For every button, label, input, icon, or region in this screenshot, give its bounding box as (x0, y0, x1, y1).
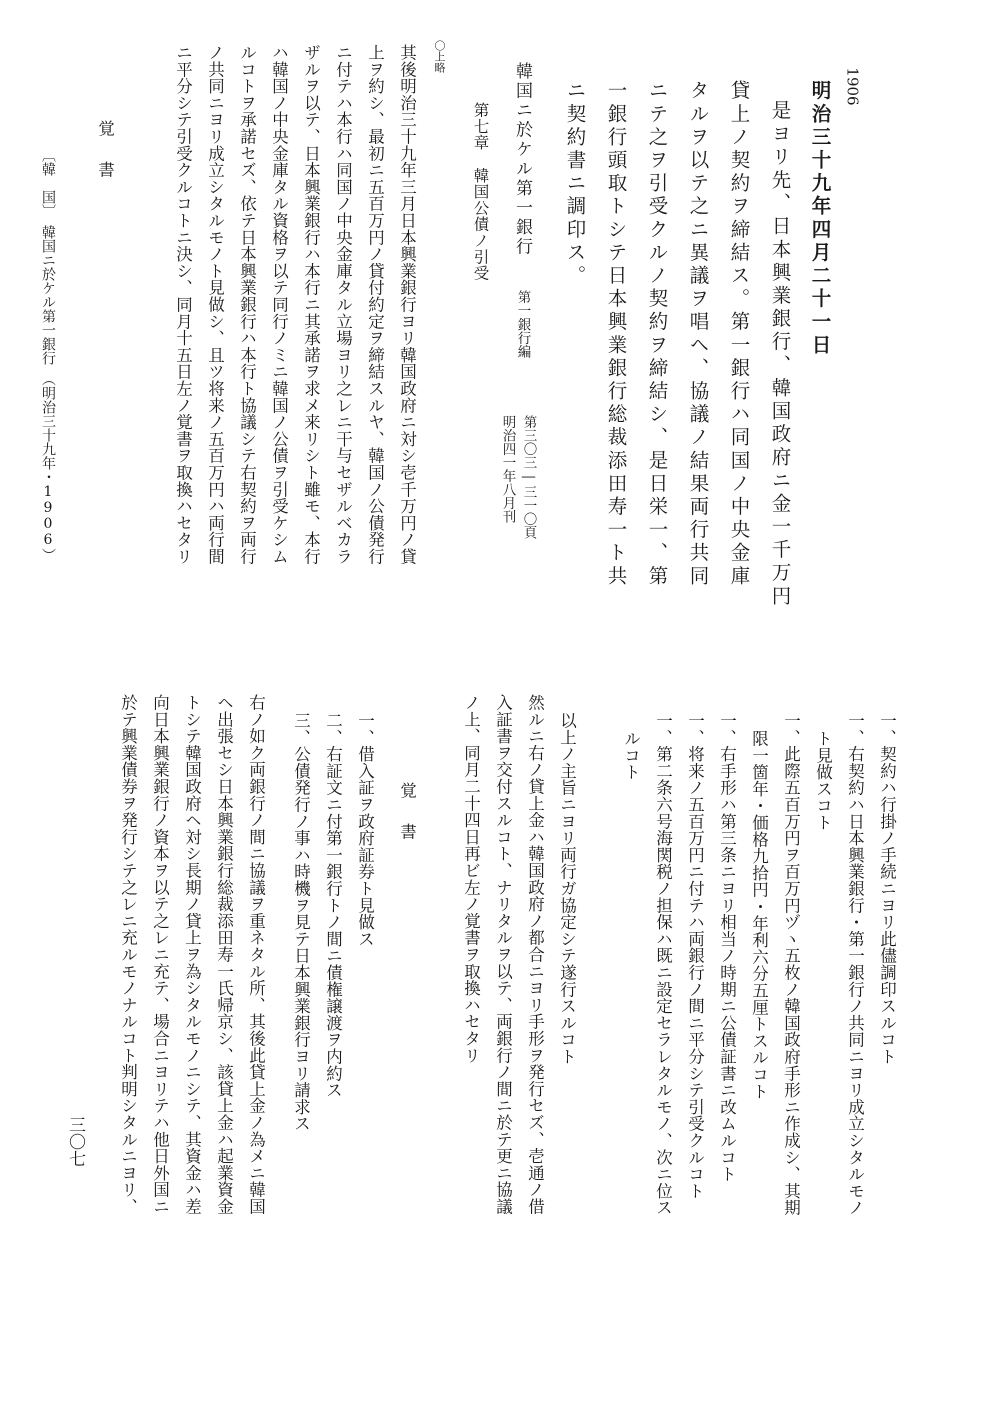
entry-paragraph-line: ニテ之ヲ引受クルノ契約ヲ締結シ、是日栄一、第 (645, 80, 669, 589)
clause-line: 一、右手形ハ第三条ニヨリ相当ノ時期ニ公債証書ニ改ムルコト (717, 712, 737, 1183)
source-part: 第一銀行編 (514, 290, 531, 359)
clause-line: ルコト (621, 730, 641, 781)
body-line: 右ノ如ク両銀行ノ間ニ協議ヲ重ネタル所、其後此貸上金ノ為メニ韓国 (246, 694, 266, 1215)
running-header: 〔韓 国〕 韓国ニ於ケル第一銀行 （明治三十九年・1906） (40, 148, 56, 562)
entry-paragraph-line: タルヲ以テ之ニ異議ヲ唱ヘ、協議ノ結果両行共同 (686, 80, 710, 589)
body-line: ノ上、同月二十四日再ビ左ノ覚書ヲ取換ハセタリ (461, 694, 481, 1064)
year-number: 1906 (843, 67, 862, 106)
page-number: 三〇七 (65, 1116, 85, 1167)
body-line: ノ共同ニヨリ成立シタルモノト見做シ、且ツ将来ノ五百万円ハ両行間 (205, 44, 225, 565)
clause-line: 限一箇年・価格九拾円・年利六分五厘トスルコト (749, 730, 769, 1100)
clause-line: 一、将来ノ五百万円ニ付テハ両銀行ノ間ニ平分シテ引受クルコト (685, 712, 705, 1200)
body-line: ニ付テハ本行ハ同国ノ中央金庫タル立場ヨリ之レニ干与セザルベカラ (333, 44, 353, 565)
memo-heading: 覚 書 (397, 782, 417, 844)
clause-line: 一、右契約ハ日本興業銀行・第一銀行ノ共同ニヨリ成立シタルモノ (845, 712, 865, 1216)
clause-line: 一、借入証ヲ政府証券ト見做ス (355, 712, 375, 948)
clause-line: 一、第二条六号海関税ノ担保ハ既ニ設定セラレタルモノ、次ニ位ス (653, 712, 673, 1216)
body-line: ザルヲ以テ、日本興業銀行ハ本行ニ其承諾ヲ求メ来リシト雖モ、本行 (301, 44, 321, 565)
entry-date: 明治三十九年四月二十一日 (808, 80, 832, 358)
body-line: 入証書ヲ交付スルコト、ナリタルヲ以テ、両銀行ノ間ニ於テ更ニ協議 (493, 694, 513, 1215)
chapter-title: 第七章 韓国公債ノ引受 (471, 102, 490, 282)
entry-paragraph-line: 一銀行頭取トシテ日本興業銀行総裁添田寿一ト共 (604, 80, 628, 589)
entry-paragraph-line: ニ契約書ニ調印ス。 (563, 80, 587, 288)
body-line: ルコトヲ承諾セズ、依テ日本興業銀行ハ本行ト協議シテ右契約ヲ両行 (237, 44, 257, 565)
body-line: 於テ興業債券ヲ発行シテ之レニ充ルモノナルコト判明シタルニヨリ、 (118, 694, 138, 1215)
entry-paragraph-line: 貸上ノ契約ヲ締結ス。第一銀行ハ同国ノ中央金庫 (727, 80, 751, 589)
body-line: 然ルニ右ノ貸上金ハ韓国政府ノ都合ニヨリ手形ヲ発行セズ、壱通ノ借 (525, 694, 545, 1215)
body-line: ニ平分シテ引受クルコトニ決シ、同月十五日左ノ覚書ヲ取換ハセタリ (173, 44, 193, 565)
body-line: トシテ韓国政府ヘ対シ長期ノ貸上ヲ為シタルモノニシテ、其資金ハ差 (182, 694, 202, 1215)
clause-line: 一、此際五百万円ヲ百万円ヅヽ五枚ノ韓国政府手形ニ作成シ、其期 (781, 712, 801, 1216)
entry-paragraph-line: 是ヨリ先、日本興業銀行、韓国政府ニ金一千万円 (768, 100, 792, 609)
body-line: ヘ出張セシ日本興業銀行総裁添田寿一氏帰京シ、該貸上金ハ起業資金 (214, 694, 234, 1215)
body-line: 以上ノ主旨ニヨリ両行ガ協定シテ遂行スルコト (557, 712, 577, 1065)
body-line: 其後明治三十九年三月日本興業銀行ヨリ韓国政府ニ対シ壱千万円ノ貸 (397, 44, 417, 565)
body-line: ハ韓国ノ中央金庫タル資格ヲ以テ同行ノミニ韓国ノ公債ヲ引受ケシム (269, 44, 289, 565)
body-line: 上ヲ約シ、最初ニ五百万円ノ貸付約定ヲ締結スルヤ、韓国ノ公債発行 (365, 44, 385, 565)
clause-line: ト見做スコト (813, 730, 833, 831)
body-line: 向日本興業銀行ノ資本ヲ以テ之レニ充テ、場合ニヨリテハ他日外国ニ (150, 694, 170, 1215)
clause-line: 一、契約ハ行掛ノ手続ニヨリ此儘調印スルコト (877, 712, 897, 1065)
clause-line: 二、右証文ニ付第一銀行トノ間ニ債権譲渡ヲ内約ス (323, 712, 343, 1099)
omission-mark: 〇上略 (433, 40, 446, 73)
source-published: 明治四一年八月刊 (499, 415, 516, 523)
memo-heading: 覚 書 (95, 120, 115, 182)
clause-line: 三、公債発行ノ事ハ時機ヲ見テ日本興業銀行ヨリ請求ス (291, 712, 311, 1132)
source-pages: 第三〇三―三一〇頁 (520, 415, 537, 539)
source-title: 韓国ニ於ケル第一銀行 (512, 62, 532, 257)
